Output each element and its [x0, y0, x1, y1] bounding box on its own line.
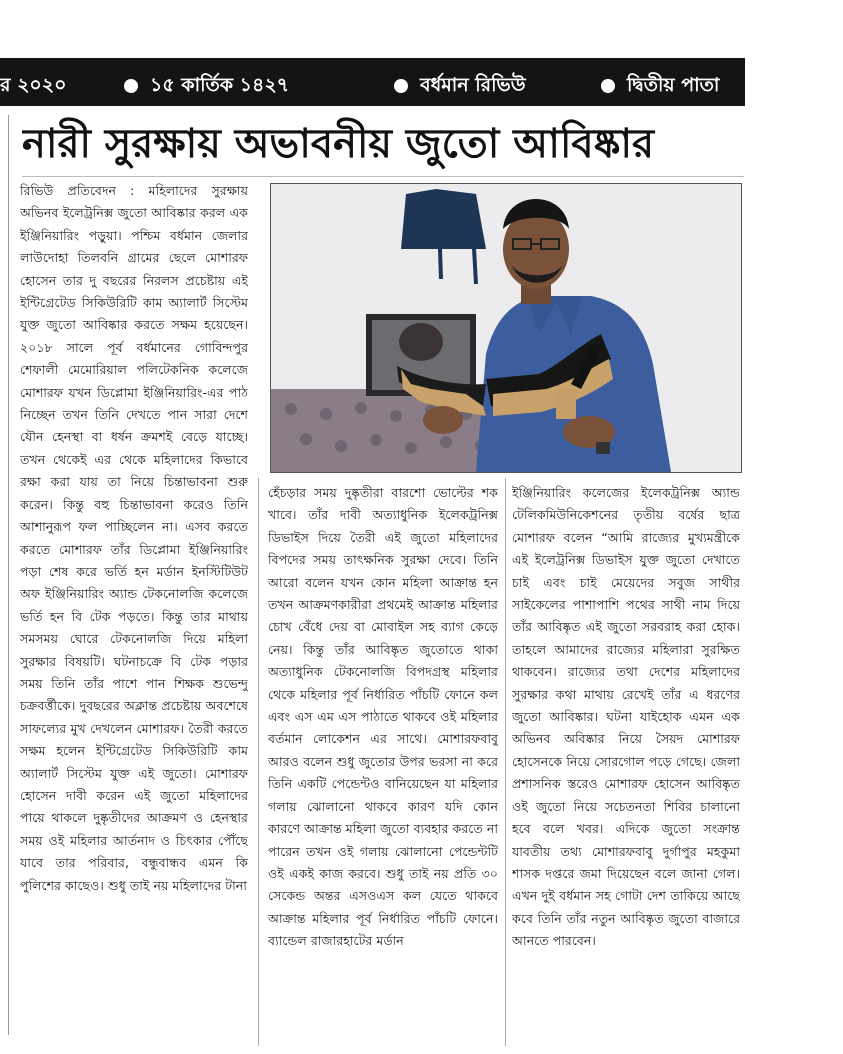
article-column-1: রিভিউ প্রতিবেদন : মহিলাদের সুরক্ষায় অভিনব ইলেট্রনিক্স জুতো আবিষ্কার করল এক ইঞ্জিনিয়ারিং পড়ুয়া। পশ্চিম বর্ধমান জেলার লাউদোহা তিলবনি গ্রামের ছেলে মোশারফ হোসেন তার দু বছরের নিরলস প্রচেষ্টায় এই ইন্টিগ্রেটেড সিকিউরিটি কাম অ্যালার্ট সিস্টেম যুক্ত জুতো আবিষ্কার করতে সক্ষম হয়েছেন। ২০১৮ সালে পূর্ব বর্ধমানের গোবিন্দপুর শেফালী মেমোরিয়াল পলিটেকনিক কলেজে মোশারফ যখন ডিপ্লোমা ইঞ্জিনিয়ারিং-এর পাঠ নিচ্ছেন তখন তিনি দেখতে পান সারা দেশে যৌন হেনস্থা বা ধর্ষন ক্রমশই বেড়ে যাচ্ছে। তখন থেকেই এর থেকে মহিলাদের কিভাবে রক্ষা করা যায় তা নিয়ে চিন্তাভাবনা শুরু করেন। কিন্তু বহু চিন্তাভাবনা করেও তিনি আশানুরূপ ফল পাচ্ছিলেন না। এসব করতে করতে মোশারফ তাঁর ডিপ্লোমা ইঞ্জিনিয়ারিং পড়া শেষ করে ভর্তি হন মর্ডান ইনস্টিটিউট অফ ইঞ্জিনিয়ারিং অ্যান্ড টেকনোলজি কলেজে ভর্তি হন বি টেক পড়তে। কিন্তু তার মাথায় সমসময় ঘোরে টেকনোলজি দিয়ে মহিলা সুরক্ষার বিষয়টি। ঘটনাচক্রে বি টেক পড়ার সময় তিনি তাঁর পাশে পান শিক্ষক শুভেন্দু চক্রবর্ত্তীকে। দুবছরের অক্লান্ত প্রচেষ্টায় অবশেষে সাফল্যের মুখ দেখলেন মোশারফ। তৈরী করতে সক্ষম হলেন ইন্টিগ্রেটেড সিকিউরিটি কাম অ্যালার্ট সিস্টেম যুক্ত এই জুতো। মোশারফ হোসেন দাবী করেন এই জুতো মহিলাদের পায়ে থাকলে দুষ্কৃতীদের আক্রমণ ও হেনস্থার সময় ওই মহিলার আর্তনাদ ও চিৎকার পৌঁছে যাবে তার পরিবার, বন্ধুবান্ধব এমন কি পুলিশের কাছেও। শুধু তাই নয় মহিলাদের টানা: [20, 183, 248, 893]
header-page: [601, 71, 719, 103]
bullet-icon: [124, 79, 138, 93]
header-date: র ২০২০: [0, 74, 67, 96]
column-divider: [505, 478, 506, 1046]
column-divider: [258, 478, 259, 1046]
newspaper-header-bar: [0, 58, 745, 106]
header-page-text: দ্বিতীয় পাতা: [627, 74, 720, 96]
inventor-photo-illustration: [271, 184, 741, 472]
left-column-rule: [8, 115, 9, 1035]
bullet-icon: [394, 79, 408, 93]
article-photo: [270, 183, 742, 473]
header-publication: [394, 71, 526, 103]
header-bengali-date: [124, 71, 289, 103]
header-publication-text: বর্ধমান রিভিউ: [420, 74, 526, 96]
header-bengali-date-text: ১৫ কার্তিক ১৪২৭: [150, 74, 290, 96]
bullet-icon: [601, 79, 615, 93]
article-column-3: ইঞ্জিনিয়ারিং কলেজের ইলেকট্রনিক্স অ্যান্ড টেলিকমিউনিকেশনের তৃতীয় বর্ষের ছাত্র মোশারফ বলেন “আমি রাজ্যের মুখ্যমন্ত্রীকে এই ইলেট্রনিক্স ডিভাইস যুক্ত জুতো দেখাতে চাই এবং চাই মেয়েদের সবুজ সাথীর সাইকেলের পাশাপাশি পথের সাথী নাম দিয়ে তাঁর আবিষ্কৃত এই জুতো সরবরাহ করা হোক। তাহলে আমাদের রাজ্যের মহিলারা সুরক্ষিত থাকবেন। রাজ্যের তথা দেশের মহিলাদের সুরক্ষার কথা মাথায় রেখেই তাঁর এ ধরণের জুতো আবিষ্কার। ঘটনা যাইহোক এমন এক অভিনব অবিষ্কার নিয়ে সৈয়দ মোশারফ হোসেনকে নিয়ে সোরগোল পড়ে গেছে। জেলা প্রশাসনিক স্তরেও মোশারফ হোসেন আবিষ্কৃত ওই জুতো নিয়ে সচেতনতা শিবির চালানো হবে বলে খবর। এদিকে জুতো সংক্রান্ত যাবতীয় তথ্য মোশারফবাবু দুর্গাপুর মহকুমা শাসক দপ্তরে জমা দিয়েছেন বলে জানা গেল। এখন দুই বর্ধমান সহ গোটা দেশ তাকিয়ে আছে কবে তিনি তাঁর নতুন আবিষ্কৃত জুতো বাজারে আনতে পারবেন।: [512, 485, 740, 949]
article-headline: নারী সুরক্ষায় অভাবনীয় জুতো আবিষ্কার: [22, 112, 744, 177]
article-column-2: হেঁচড়ার সময় দুষ্কৃতীরা বারশো ভোল্টের শক খাবে। তাঁর দাবী অত্যাধুনিক ইলেকট্রনিক্স ডিভাইস দিয়ে তৈরী এই জুতো মহিলাদের বিপদের সময় তাৎক্ষনিক সুরক্ষা দেবে। তিনি আরো বলেন যখন কোন মহিলা আক্রান্ত হন তখন আক্রমণকারীরা প্রথমেই আক্রান্ত মহিলার চোখ বেঁধে দেয় বা মোবাইল সহ ব্যাগ কেড়ে নেয়। কিন্তু তাঁর আবিষ্কৃত জুতোতে থাকা অত্যাধুনিক টেকনোলজি বিপদগ্রস্থ মহিলার থেকে মহিলার পূর্ব নির্ধারিত পাঁচটি ফোনে কল এবং এস এম এস পাঠাতে থাকবে ওই মহিলার বর্তমান লোকেশন এর সাথে। মোশারফবাবু আরও বলেন শুধু জুতোর উপর ভরসা না করে তিনি একটি পেন্ডেন্টও বানিয়েছেন যা মহিলার গলায় ঝোলানো থাকবে কারণ যদি কোন কারণে আক্রান্ত মহিলা জুতো ব্যবহার করতে না পারেন তখন ওই গলায় ঝোলানো পেন্ডেন্টটি ওই একই কাজ করবে। শুধু তাই নয় প্রতি ৩০ সেকেন্ড অন্তর এসওএস কল যেতে থাকবে আক্রান্ত মহিলার পূর্ব নির্ধারিত পাঁচটি ফোনে। ব্যান্ডেল রাজারহাটের মর্ডান: [268, 485, 498, 949]
